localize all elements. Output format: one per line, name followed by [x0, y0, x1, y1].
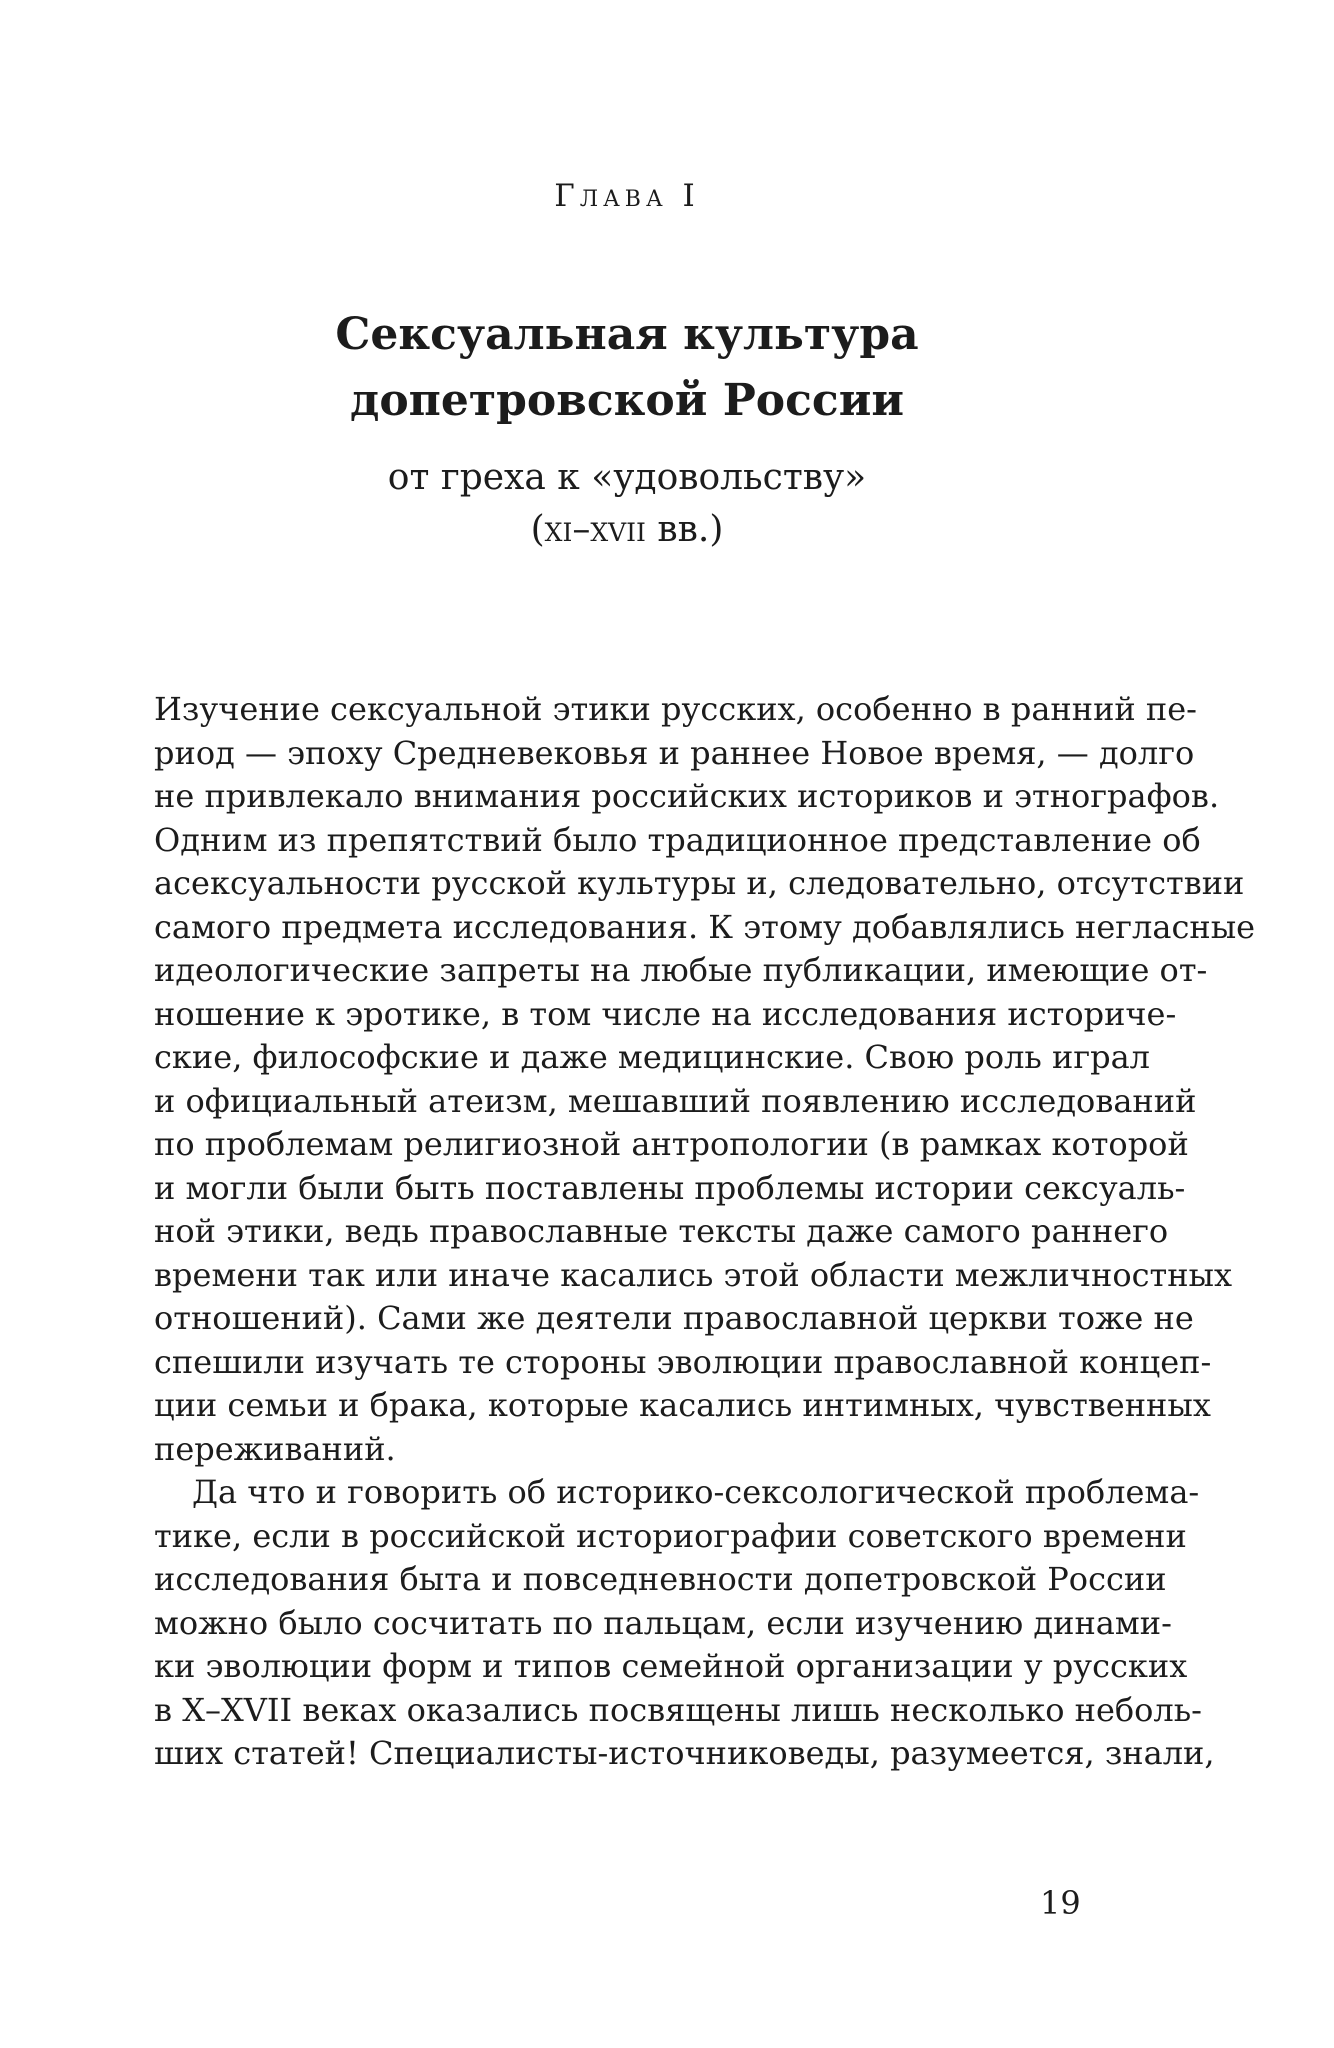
text-line: и могли были быть поставлены проблемы истории сексуаль- — [154, 1168, 1186, 1207]
text-line: ки эволюции форм и типов семейной организации у русских — [154, 1647, 1188, 1685]
chapter-label: Глава I — [554, 178, 700, 214]
text-line: по проблемам религиозной антропологии (в рамках которой — [154, 1125, 1189, 1163]
chapter-title-line: Сексуальная культура — [335, 309, 919, 360]
paragraph — [154, 1471, 1215, 1776]
text-line: Изучение сексуальной этики русских, особенно в ранний пе- — [154, 690, 1197, 728]
subtitle-century-range: xi–xvii — [544, 509, 646, 550]
text-line: времени так или иначе касались этой области межличностных — [154, 1255, 1233, 1294]
text-line: можно было сосчитать по пальцам, если изучению динами- — [154, 1603, 1172, 1642]
text-line: и официальный атеизм, мешавший появлению исследований — [154, 1081, 1197, 1120]
text-line: риод — эпоху Средневековья и раннее Новое время, — долго — [154, 733, 1195, 772]
text-line: ших статей! Специалисты-источниковеды, разумеется, знали, — [154, 1734, 1215, 1772]
subtitle-suffix: вв.) — [645, 509, 724, 550]
text-line: отношений). Сами же деятели православной церкви тоже не — [154, 1299, 1194, 1337]
page-number: 19 — [1040, 1884, 1081, 1922]
text-line: идеологические запреты на любые публикации, имеющие от- — [154, 951, 1208, 989]
text-line: не привлекало внимания российских историков и этнографов. — [154, 777, 1220, 815]
text-line: Да что и говорить об историко-сексологической проблема- — [192, 1473, 1200, 1511]
text-line: в X–XVII веках оказались посвящены лишь несколько неболь- — [154, 1690, 1202, 1729]
text-line: самого предмета исследования. К этому добавлялись негласные — [154, 907, 1256, 946]
text-line: ские, философские и даже медицинские. Свою роль играл — [154, 1038, 1150, 1076]
text-line: Одним из препятствий было традиционное представление об — [154, 820, 1201, 859]
text-line: исследования быта и повседневности допетровской России — [154, 1560, 1167, 1598]
subtitle-open-paren: ( — [530, 509, 545, 550]
text-line: асексуальности русской культуры и, следовательно, отсутствии — [154, 864, 1245, 902]
text-line: ной этики, ведь православные тексты даже самого раннего — [154, 1212, 1169, 1250]
text-line: ции семьи и брака, которые касались интимных, чувственных — [154, 1386, 1211, 1424]
chapter-subtitle-line — [0, 504, 1254, 556]
text-line: переживаний. — [154, 1429, 396, 1468]
chapter-title-line: допетровской России — [350, 375, 904, 426]
chapter-title — [0, 302, 1254, 434]
paragraph — [154, 688, 1256, 1471]
text-line: спешили изучать те стороны эволюции православной концеп- — [154, 1342, 1212, 1381]
chapter-subtitle — [0, 452, 1254, 556]
body-text — [154, 688, 1256, 1776]
chapter-subtitle-line: от греха к «удовольству» — [387, 457, 867, 498]
text-line: ношение к эротике, в том числе на исследования историче- — [154, 994, 1177, 1033]
text-line: тике, если в российской историографии советского времени — [154, 1516, 1187, 1555]
